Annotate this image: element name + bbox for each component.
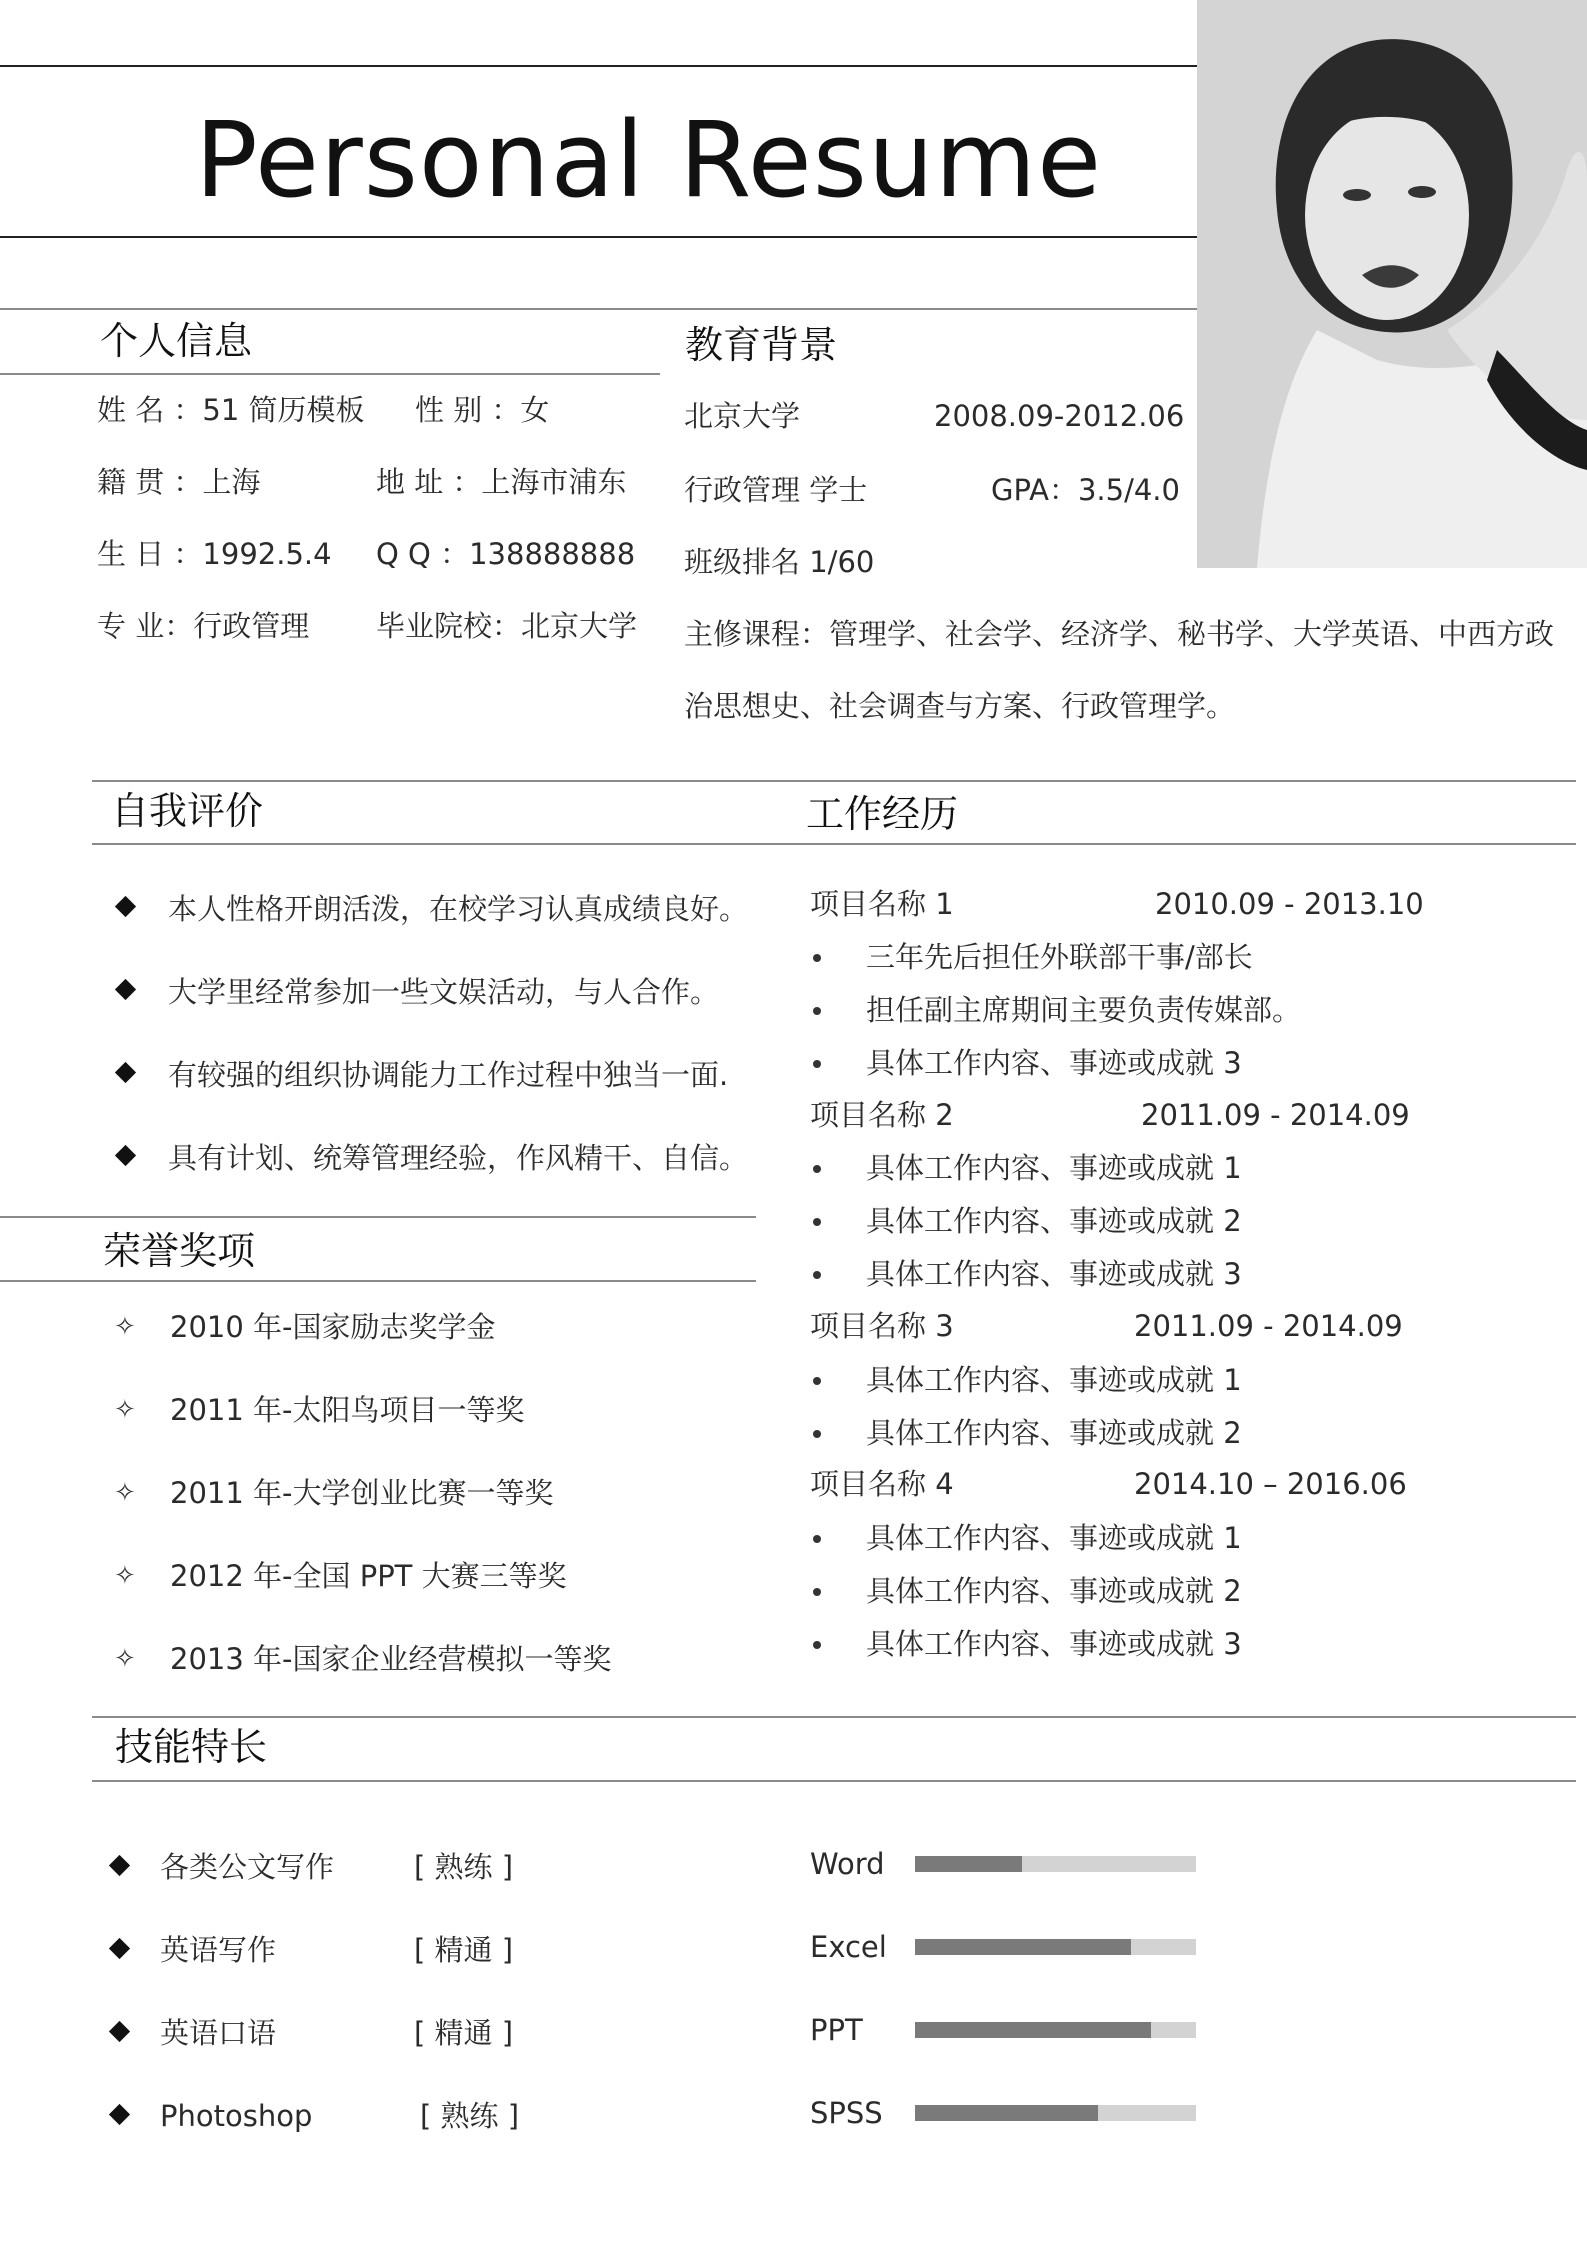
honors-heading-rule bbox=[0, 1280, 756, 1282]
honor-item: 2012 年-全国 PPT 大赛三等奖 bbox=[170, 1559, 567, 1593]
header-bottom-rule bbox=[0, 236, 1197, 238]
project-item: 具体工作内容、事迹或成就 3 bbox=[866, 1257, 1242, 1291]
education-heading: 教育背景 bbox=[685, 323, 838, 367]
bullet-dot-icon bbox=[813, 1060, 821, 1068]
self-eval-heading: 自我评价 bbox=[111, 789, 264, 833]
project-item: 担任副主席期间主要负责传媒部。 bbox=[866, 993, 1302, 1027]
skill-name: 英语口语 bbox=[160, 2016, 277, 2050]
project-name: 项目名称 2 bbox=[810, 1098, 954, 1132]
skill-name: Photoshop bbox=[160, 2099, 313, 2133]
software-bar-track bbox=[915, 2022, 1196, 2038]
personal-row-2-right: 地 址 ：上海市浦东 bbox=[376, 465, 627, 499]
personal-heading: 个人信息 bbox=[100, 319, 253, 363]
software-bar-fill bbox=[915, 1856, 1022, 1872]
project-period: 2010.09 - 2013.10 bbox=[1155, 887, 1424, 921]
personal-row-3-right: Q Q ：138888888 bbox=[376, 537, 636, 571]
bullet-star-icon: ✧ bbox=[114, 1478, 136, 1508]
bullet-star-icon: ✧ bbox=[114, 1312, 136, 1342]
software-bar-track bbox=[915, 2105, 1196, 2121]
project-name: 项目名称 3 bbox=[810, 1309, 954, 1343]
bullet-dot-icon bbox=[813, 1165, 821, 1173]
education-courses-line-1: 主修课程：管理学、社会学、经济学、秘书学、大学英语、中西方政 bbox=[684, 617, 1555, 651]
education-school: 北京大学 bbox=[684, 399, 801, 433]
self-eval-item: 大学里经常参加一些文娱活动，与人合作。 bbox=[168, 975, 720, 1009]
personal-row-4-right: 毕业院校：北京大学 bbox=[376, 609, 638, 643]
project-item: 三年先后担任外联部干事/部长 bbox=[866, 940, 1253, 974]
bullet-dot-icon bbox=[813, 1430, 821, 1438]
software-name: Excel bbox=[810, 1930, 887, 1964]
project-period: 2011.09 - 2014.09 bbox=[1141, 1098, 1410, 1132]
software-bar-fill bbox=[915, 2022, 1151, 2038]
honor-item: 2011 年-大学创业比赛一等奖 bbox=[170, 1476, 554, 1510]
project-item: 具体工作内容、事迹或成就 2 bbox=[866, 1416, 1242, 1450]
self-eval-item: 具有计划、统筹管理经验，作风精干、自信。 bbox=[168, 1141, 749, 1175]
portrait-illustration bbox=[1197, 0, 1587, 568]
bullet-dot-icon bbox=[813, 1271, 821, 1279]
bullet-diamond-icon bbox=[109, 2104, 130, 2125]
education-rank: 班级排名 1/60 bbox=[684, 545, 875, 579]
skill-level: [ 熟练 ] bbox=[414, 1850, 514, 1884]
self-eval-item: 本人性格开朗活泼，在校学习认真成绩良好。 bbox=[168, 892, 749, 926]
project-name: 项目名称 1 bbox=[810, 887, 954, 921]
project-item: 具体工作内容、事迹或成就 2 bbox=[866, 1204, 1242, 1238]
skills-top-rule bbox=[92, 1716, 1576, 1718]
project-period: 2011.09 - 2014.09 bbox=[1134, 1309, 1403, 1343]
mid-section-top-rule bbox=[92, 780, 1576, 782]
bullet-diamond-icon bbox=[109, 2021, 130, 2042]
self-eval-item: 有较强的组织协调能力工作过程中独当一面. bbox=[168, 1058, 729, 1092]
education-degree: 行政管理 学士 bbox=[684, 473, 868, 507]
bullet-diamond-icon bbox=[109, 1938, 130, 1959]
work-heading: 工作经历 bbox=[806, 792, 959, 836]
bullet-star-icon: ✧ bbox=[114, 1644, 136, 1674]
skill-level: [ 精通 ] bbox=[414, 2016, 514, 2050]
project-item: 具体工作内容、事迹或成就 2 bbox=[866, 1574, 1242, 1608]
software-bar-track bbox=[915, 1856, 1196, 1872]
bullet-star-icon: ✧ bbox=[114, 1395, 136, 1425]
personal-row-3-left: 生 日 ：1992.5.4 bbox=[97, 537, 332, 571]
project-item: 具体工作内容、事迹或成就 3 bbox=[866, 1627, 1242, 1661]
bullet-diamond-icon bbox=[115, 1145, 136, 1166]
skills-heading: 技能特长 bbox=[115, 1725, 268, 1769]
bullet-dot-icon bbox=[813, 1218, 821, 1226]
project-item: 具体工作内容、事迹或成就 1 bbox=[866, 1363, 1242, 1397]
honor-item: 2010 年-国家励志奖学金 bbox=[170, 1310, 496, 1344]
header-top-rule bbox=[0, 65, 1197, 67]
education-period: 2008.09-2012.06 bbox=[934, 399, 1185, 433]
portrait-photo bbox=[1197, 0, 1587, 568]
bullet-dot-icon bbox=[813, 1641, 821, 1649]
bullet-dot-icon bbox=[813, 1535, 821, 1543]
bullet-diamond-icon bbox=[115, 896, 136, 917]
software-bar-fill bbox=[915, 2105, 1098, 2121]
software-name: PPT bbox=[810, 2013, 863, 2047]
skill-level: [ 熟练 ] bbox=[420, 2099, 520, 2133]
project-period: 2014.10 – 2016.06 bbox=[1134, 1467, 1407, 1501]
bullet-star-icon: ✧ bbox=[114, 1561, 136, 1591]
page-title: Personal Resume bbox=[195, 99, 1103, 221]
software-name: Word bbox=[810, 1847, 885, 1881]
bullet-diamond-icon bbox=[109, 1855, 130, 1876]
bullet-dot-icon bbox=[813, 954, 821, 962]
software-bar-track bbox=[915, 1939, 1196, 1955]
skills-heading-rule bbox=[92, 1780, 1576, 1782]
skill-name: 英语写作 bbox=[160, 1933, 277, 1967]
education-courses-line-2: 治思想史、社会调查与方案、行政管理学。 bbox=[684, 689, 1236, 723]
personal-row-1-left: 姓 名 ：51 简历模板 bbox=[97, 393, 365, 427]
software-name: SPSS bbox=[810, 2096, 883, 2130]
honors-top-rule bbox=[0, 1216, 756, 1218]
personal-section-top-rule bbox=[0, 308, 1197, 310]
bullet-dot-icon bbox=[813, 1377, 821, 1385]
mid-section-heading-rule bbox=[92, 843, 1576, 845]
bullet-diamond-icon bbox=[115, 1062, 136, 1083]
education-gpa: GPA：3.5/4.0 bbox=[991, 473, 1180, 507]
project-item: 具体工作内容、事迹或成就 1 bbox=[866, 1521, 1242, 1555]
project-name: 项目名称 4 bbox=[810, 1467, 954, 1501]
project-item: 具体工作内容、事迹或成就 1 bbox=[866, 1151, 1242, 1185]
honor-item: 2013 年-国家企业经营模拟一等奖 bbox=[170, 1642, 612, 1676]
software-bar-fill bbox=[915, 1939, 1131, 1955]
bullet-dot-icon bbox=[813, 1007, 821, 1015]
personal-row-1-right: 性 别 ：女 bbox=[415, 393, 550, 427]
personal-row-2-left: 籍 贯 ：上海 bbox=[97, 465, 261, 499]
skill-level: [ 精通 ] bbox=[414, 1933, 514, 1967]
personal-heading-rule bbox=[0, 373, 660, 375]
project-item: 具体工作内容、事迹或成就 3 bbox=[866, 1046, 1242, 1080]
bullet-diamond-icon bbox=[115, 979, 136, 1000]
personal-row-4-left: 专 业：行政管理 bbox=[97, 609, 310, 643]
skill-name: 各类公文写作 bbox=[160, 1850, 335, 1884]
honors-heading: 荣誉奖项 bbox=[103, 1229, 256, 1273]
bullet-dot-icon bbox=[813, 1588, 821, 1596]
honor-item: 2011 年-太阳鸟项目一等奖 bbox=[170, 1393, 525, 1427]
